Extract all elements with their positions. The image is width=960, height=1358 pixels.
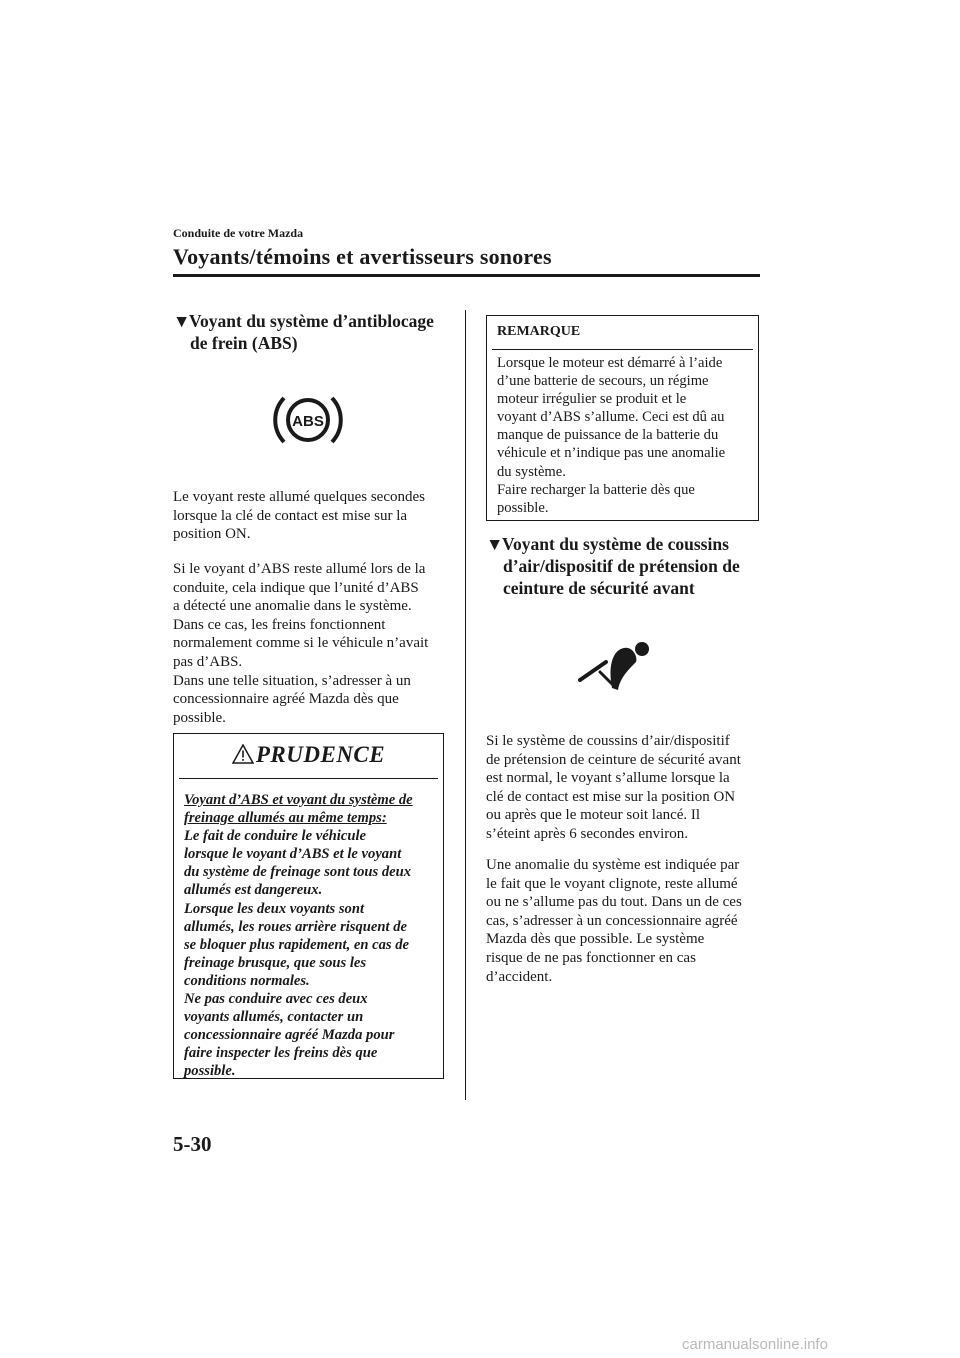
abs-paragraph-1 xyxy=(173,488,463,544)
caution-line: allumés, les roues arrière risquent de xyxy=(184,918,407,935)
note-header: REMARQUE xyxy=(492,316,753,350)
note-line: possible. xyxy=(497,499,549,516)
abs-warning-icon xyxy=(268,392,348,448)
text-line: pas d’ABS. xyxy=(173,653,243,670)
caution-line: concessionnaire agréé Mazda pour xyxy=(184,1027,395,1044)
note-body xyxy=(487,350,758,517)
note-line: voyant d’ABS s’allume. Ceci est dû au xyxy=(497,409,725,426)
title-rule xyxy=(173,274,760,277)
abs-heading xyxy=(173,310,463,354)
airbag-heading-line-3: ceinture de sécurité avant xyxy=(503,578,695,598)
text-line: d’accident. xyxy=(486,968,553,985)
airbag-heading xyxy=(486,533,766,599)
caution-line: freinage brusque, que sous les xyxy=(184,954,367,971)
text-line: est normal, le voyant s’allume lorsque la xyxy=(486,770,730,787)
text-line: Mazda dès que possible. Le système xyxy=(486,931,705,948)
note-line: Faire recharger la batterie dès que xyxy=(497,481,695,498)
text-line: Une anomalie du système est indiquée par xyxy=(486,857,740,873)
note-box xyxy=(486,315,759,521)
caution-line: possible. xyxy=(184,1063,236,1080)
text-line: Dans ce cas, les freins fonctionnent xyxy=(173,616,386,633)
text-line: ou ne s’allume pas du tout. Dans un de ces xyxy=(486,894,742,911)
text-line: de prétension de ceinture de sécurité avant xyxy=(486,751,741,768)
airbag-heading-line-2: d’air/dispositif de prétension de xyxy=(503,556,740,576)
down-triangle-icon: ▼ xyxy=(486,534,504,554)
text-line: possible. xyxy=(173,709,226,726)
abs-icon-label: ABS xyxy=(292,413,324,430)
note-line: véhicule et n’indique pas une anomalie xyxy=(497,445,726,462)
watermark: carmanualsonline.info xyxy=(682,1336,828,1353)
text-line: concessionnaire agréé Mazda dès que xyxy=(173,691,399,708)
note-line: du système. xyxy=(497,463,566,480)
caution-body xyxy=(174,779,443,1081)
airbag-paragraph-1 xyxy=(486,732,766,844)
airbag-warning-icon xyxy=(578,638,654,694)
note-line: moteur irrégulier se produit et le xyxy=(497,391,687,408)
text-line: a détecté une anomalie dans le système. xyxy=(173,598,412,615)
text-line: conduite, cela indique que l’unité d’ABS xyxy=(173,579,419,596)
note-line: Lorsque le moteur est démarré à l’aide xyxy=(497,355,723,371)
caution-line: Le fait de conduire le véhicule xyxy=(184,828,366,845)
text-line: Si le voyant d’ABS reste allumé lors de la xyxy=(173,561,426,577)
note-line: d’une batterie de secours, un régime xyxy=(497,373,709,390)
abs-heading-line-1: Voyant du système d’antiblocage xyxy=(189,311,434,331)
caution-line: du système de freinage sont tous deux xyxy=(184,864,412,881)
text-line: Dans une telle situation, s’adresser à un xyxy=(173,672,411,689)
text-line: le fait que le voyant clignote, reste allumé xyxy=(486,875,738,892)
caution-line: lorsque le voyant d’ABS et le voyant xyxy=(184,846,402,863)
caution-line: se bloquer plus rapidement, en cas de xyxy=(184,936,409,953)
caution-line: faire inspecter les freins dès que xyxy=(184,1045,378,1062)
text-line: s’éteint après 6 secondes environ. xyxy=(486,825,689,842)
caution-label: PRUDENCE xyxy=(255,742,386,767)
warning-triangle-icon xyxy=(232,744,254,764)
caution-line: Lorsque les deux voyants sont xyxy=(184,900,364,917)
caution-header xyxy=(179,734,438,779)
note-line: manque de puissance de la batterie du xyxy=(497,427,719,444)
down-triangle-icon: ▼ xyxy=(173,311,191,331)
text-line: position ON. xyxy=(173,526,251,543)
text-line: lorsque la clé de contact est mise sur la xyxy=(173,507,408,524)
text-line: cas, s’adresser à un concessionnaire agréé xyxy=(486,912,738,929)
caution-line: conditions normales. xyxy=(184,972,310,989)
text-line: risque de ne pas fonctionner en cas xyxy=(486,949,696,966)
column-divider xyxy=(465,310,466,1100)
text-line: normalement comme si le véhicule n’avait xyxy=(173,635,429,652)
caution-box xyxy=(173,733,444,1079)
text-line: clé de contact est mise sur la position ON xyxy=(486,788,736,805)
caution-line: Ne pas conduire avec ces deux xyxy=(184,991,368,1008)
page-title: Voyants/témoins et avertisseurs sonores xyxy=(173,244,552,269)
caution-subtitle-line: Voyant d’ABS et voyant du système de xyxy=(184,792,413,808)
page-number: 5-30 xyxy=(173,1132,212,1156)
airbag-paragraph-2 xyxy=(486,856,766,986)
section-label: Conduite de votre Mazda xyxy=(173,226,304,240)
caution-subtitle-line: freinage allumés au même temps: xyxy=(184,810,387,827)
caution-line: allumés est dangereux. xyxy=(184,882,323,899)
airbag-heading-line-1: Voyant du système de coussins xyxy=(502,534,729,554)
text-line: ou après que le moteur soit lancé. Il xyxy=(486,807,701,824)
text-line: Le voyant reste allumé quelques secondes xyxy=(173,489,425,505)
text-line: Si le système de coussins d’air/dispositif xyxy=(486,733,730,749)
abs-paragraph-2 xyxy=(173,560,463,727)
abs-heading-line-2: de frein (ABS) xyxy=(190,333,298,353)
caution-line: voyants allumés, contacter un xyxy=(184,1009,364,1026)
